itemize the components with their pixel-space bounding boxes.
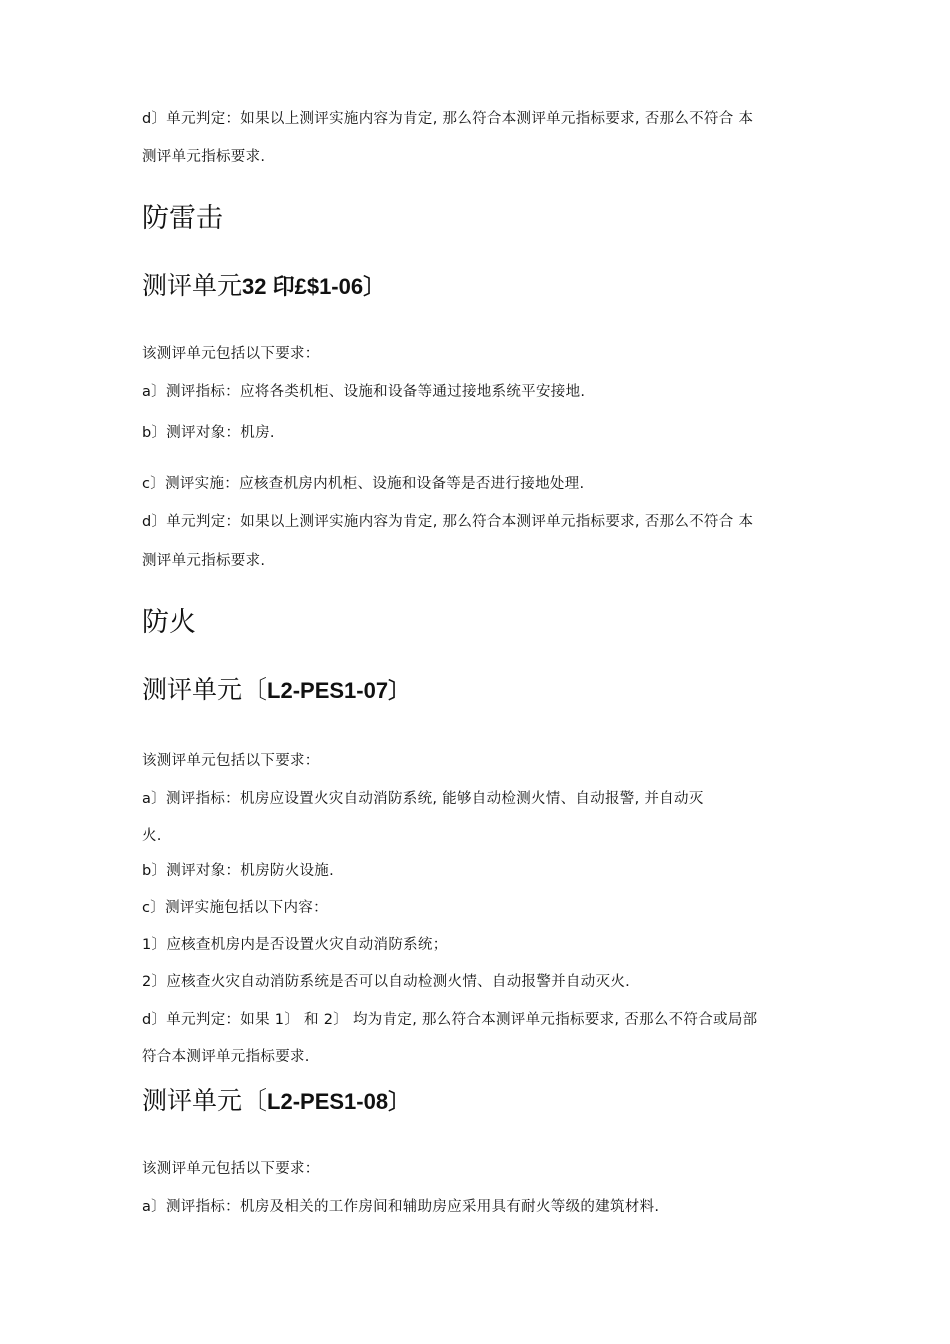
unit-heading-07 <box>142 674 410 707</box>
unit-heading-cn: 测评单元 <box>142 271 243 300</box>
item-d-line-1: d〕单元判定：如果以上测评实施内容为肯定, 那么符合本测评单元指标要求, 否那么不符合 本 <box>142 514 754 530</box>
section-title-fire: 防火 <box>142 607 196 638</box>
item-a: a〕测评指标：应将各类机柜、设施和设备等通过接地系统平安接地. <box>142 384 586 400</box>
item-c-1: 1〕应核查机房内是否设置火灾自动消防系统； <box>142 937 448 953</box>
unit-heading-cn: 测评单元〔 <box>142 1086 268 1115</box>
unit-heading-code: L2-PES1-08〕 <box>267 1089 411 1114</box>
item-a: a〕测评指标：机房及相关的工作房间和辅助房应采用具有耐火等级的建筑材料. <box>142 1199 660 1215</box>
unit-intro: 该测评单元包括以下要求： <box>142 753 320 769</box>
item-d-line-1: d〕单元判定：如果 1〕 和 2〕 均为肯定, 那么符合本测评单元指标要求, 否那么不符合或局部 <box>142 1012 758 1028</box>
item-a-line-2: 火. <box>142 828 162 844</box>
item-c: c〕测评实施包括以下内容： <box>142 900 328 916</box>
unit-heading-code: L2-PES1-07〕 <box>267 678 411 703</box>
item-d-line-2: 测评单元指标要求. <box>142 553 266 569</box>
item-b: b〕测评对象：机房. <box>142 425 275 441</box>
judgement-line-1: d〕单元判定：如果以上测评实施内容为肯定, 那么符合本测评单元指标要求, 否那么不符合 本 <box>142 111 754 127</box>
item-d-line-2: 符合本测评单元指标要求. <box>142 1049 310 1065</box>
item-a-line-1: a〕测评指标：机房应设置火灾自动消防系统, 能够自动检测火情、自动报警, 并自动灭 <box>142 791 704 807</box>
item-c: c〕测评实施：应核查机房内机柜、设施和设备等是否进行接地处理. <box>142 476 585 492</box>
unit-heading-lightning <box>142 270 385 303</box>
item-b: b〕测评对象：机房防火设施. <box>142 863 335 879</box>
unit-heading-08 <box>142 1085 410 1118</box>
unit-intro: 该测评单元包括以下要求： <box>142 346 320 362</box>
unit-intro: 该测评单元包括以下要求： <box>142 1161 320 1177</box>
section-title-lightning: 防雷击 <box>142 203 223 234</box>
judgement-line-2: 测评单元指标要求. <box>142 149 266 165</box>
unit-heading-cn: 测评单元〔 <box>142 675 268 704</box>
item-c-2: 2〕应核查火灾自动消防系统是否可以自动检测火情、自动报警并自动灭火. <box>142 974 631 990</box>
unit-heading-code: 32 印£$1-06〕 <box>242 274 386 299</box>
